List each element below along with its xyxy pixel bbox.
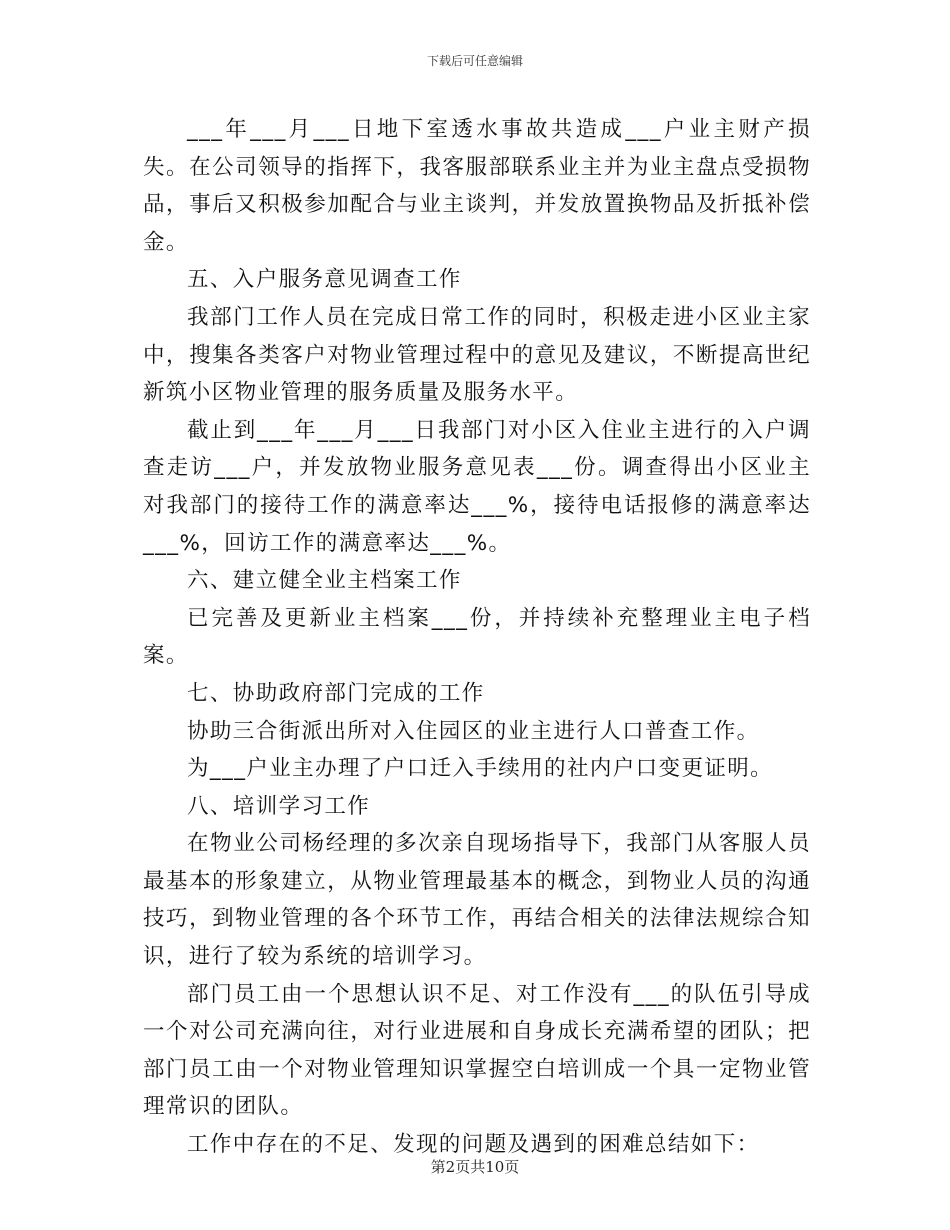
paragraph-survey-results: 截止到___年___月___日我部门对小区入住业主进行的入户调查走访___户，并发放物业服务意见表___份。调查得出小区业主对我部门的接待工作的满意率达___%，接待电话报修的满意率达___%，回访工作的满意率达___%。: [143, 417, 811, 556]
section-heading-6: 六、建立健全业主档案工作: [187, 568, 462, 594]
paragraph-issues-summary: 工作中存在的不足、发现的问题及遇到的困难总结如下：: [187, 1132, 760, 1158]
paragraph-water-incident: ___年___月___日地下室透水事故共造成___户业主财产损失。在公司领导的指挥下，我客服部联系业主并为业主盘点受损物品，事后又积极参加配合与业主谈判，并发放置换物品及折抵补偿金。: [143, 117, 811, 255]
section-heading-5: 五、入户服务意见调查工作: [187, 267, 462, 293]
paragraph-census-assist: 协助三合街派出所对入住园区的业主进行人口普查工作。: [187, 718, 760, 744]
paragraph-survey-intro: 我部门工作人员在完成日常工作的同时，积极走进小区业主家中，搜集各类客户对物业管理过程中的意见及建议，不断提高世纪新筑小区物业管理的服务质量及服务水平。: [143, 304, 811, 406]
section-heading-8: 八、培训学习工作: [187, 793, 371, 819]
page-header-note: 下载后可任意编辑: [426, 54, 523, 68]
document-body: [143, 111, 811, 1164]
section-heading-7: 七、协助政府部门完成的工作: [187, 680, 485, 706]
paragraph-training: 在物业公司杨经理的多次亲自现场指导下，我部门从客服人员最基本的形象建立，从物业管理最基本的概念，到物业人员的沟通技巧，到物业管理的各个环节工作，再结合相关的法律法规综合知识，进行了较为系统的培训学习。: [143, 831, 811, 970]
paragraph-team-growth: 部门员工由一个思想认识不足、对工作没有___的队伍引导成一个对公司充满向往，对行业进展和自身成长充满希望的团队；把部门员工由一个对物业管理知识掌握空白培训成一个具一定物业管理常识的团队。: [143, 981, 811, 1120]
paragraph-household-registration: 为___户业主办理了户口迁入手续用的社内户口变更证明。: [187, 756, 774, 782]
page-number: 第2页共10页: [430, 1158, 520, 1176]
paragraph-owner-files: 已完善及更新业主档案___份，并持续补充整理业主电子档案。: [143, 605, 811, 669]
